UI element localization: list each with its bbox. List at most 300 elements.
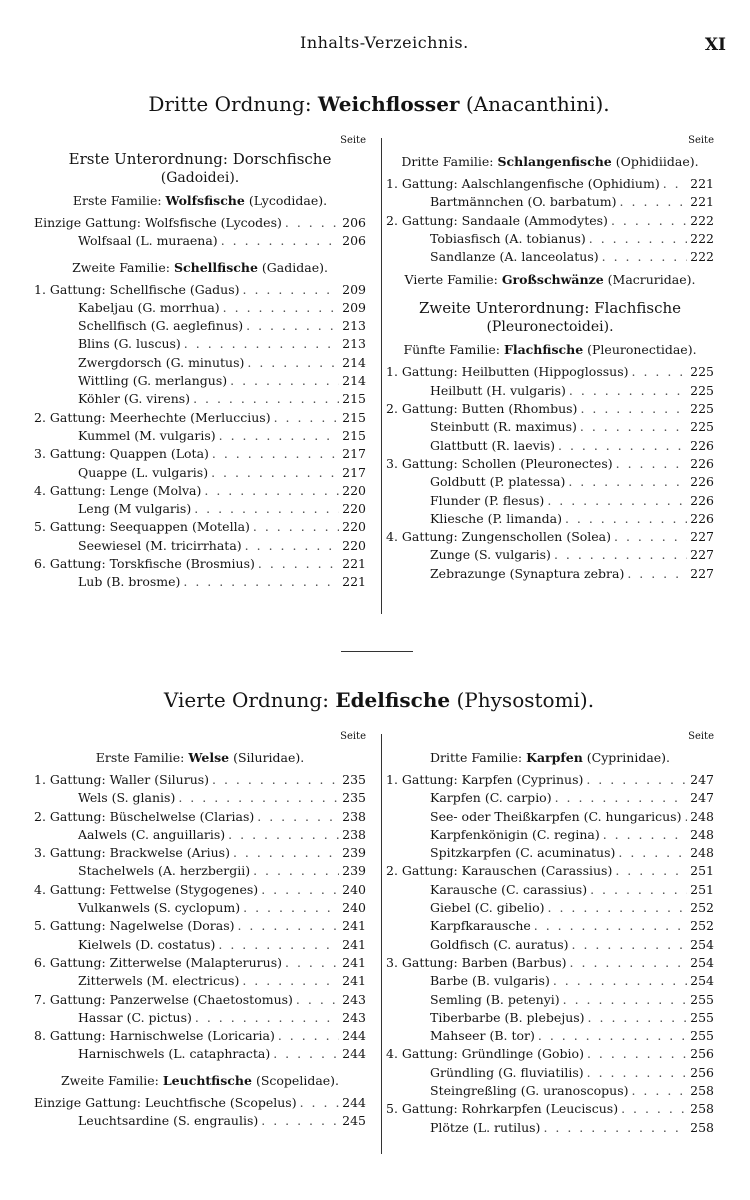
section-divider bbox=[341, 651, 413, 652]
page-ref: 258 bbox=[690, 1083, 714, 1099]
section-title bbox=[34, 88, 724, 120]
page-ref: 241 bbox=[342, 936, 366, 952]
entry-text: Mahseer (B. tor) bbox=[430, 1028, 535, 1044]
page-ref: 220 bbox=[342, 537, 366, 553]
leader-dots bbox=[538, 1027, 687, 1045]
page-ref: 244 bbox=[342, 1028, 366, 1044]
genus-entry bbox=[386, 771, 714, 789]
leader-dots bbox=[587, 1045, 687, 1063]
family-label: Fünfte Familie: bbox=[403, 342, 500, 358]
species-entry bbox=[34, 335, 366, 353]
entry-text: 3. Gattung: Schollen (Pleuronectes) bbox=[386, 455, 613, 471]
page-ref: 239 bbox=[342, 863, 366, 879]
page-ref: 251 bbox=[690, 863, 714, 879]
page-ref: 254 bbox=[690, 973, 714, 989]
family-label: Erste Familie: bbox=[72, 193, 162, 208]
species-entry bbox=[34, 372, 366, 390]
entry-text: Zebrazunge (Synaptura zebra) bbox=[430, 565, 625, 581]
entry-text: Heilbutt (H. vulgaris) bbox=[430, 382, 566, 398]
leader-dots bbox=[184, 335, 339, 353]
genus-entry bbox=[34, 482, 366, 500]
page-ref: 222 bbox=[690, 249, 714, 265]
entry-text: Tobiasfisch (A. tobianus) bbox=[430, 230, 586, 246]
family-label: Zweite Familie: bbox=[60, 1072, 159, 1088]
genus-entry bbox=[34, 555, 366, 573]
entry-text: Quappe (L. vulgaris) bbox=[78, 464, 209, 480]
entry-text: Plötze (L. rutilus) bbox=[430, 1119, 541, 1135]
leader-dots bbox=[221, 232, 339, 250]
leader-dots bbox=[602, 248, 687, 266]
family-heading bbox=[34, 192, 366, 210]
leader-dots bbox=[603, 826, 687, 844]
page-ref: 206 bbox=[342, 215, 366, 230]
header-title: Inhalts-Verzeichnis. bbox=[300, 33, 469, 52]
page-ref: 244 bbox=[342, 1094, 366, 1110]
leader-dots bbox=[285, 214, 339, 232]
entry-text: Kliesche (P. limanda) bbox=[430, 510, 562, 526]
order-latin: (Anacanthini). bbox=[465, 92, 610, 116]
family-name: Karpfen bbox=[526, 750, 583, 765]
entry-text: 4. Gattung: Gründlinge (Gobio) bbox=[386, 1046, 584, 1062]
page-ref: 221 bbox=[342, 574, 366, 590]
leader-dots bbox=[572, 936, 687, 954]
page-ref: 217 bbox=[342, 464, 366, 480]
family-name: Welse bbox=[188, 750, 230, 765]
entry-text: Glattbutt (R. laevis) bbox=[430, 437, 555, 453]
species-entry bbox=[34, 789, 366, 807]
page-ref: 221 bbox=[690, 194, 714, 210]
entry-text: 6. Gattung: Zitterwelse (Malapterurus) bbox=[34, 954, 282, 970]
entry-text: 4. Gattung: Fettwelse (Stygogenes) bbox=[34, 881, 259, 897]
section-title bbox=[34, 684, 724, 716]
entry-text: Wittling (G. merlangus) bbox=[78, 373, 228, 389]
entry-text: Blins (G. luscus) bbox=[78, 336, 181, 352]
family-label: Dritte Familie: bbox=[429, 750, 523, 765]
page-ref: 227 bbox=[690, 547, 714, 563]
page-ref: 248 bbox=[690, 826, 714, 842]
species-entry bbox=[386, 917, 714, 935]
entry-text: Zitterwels (M. electricus) bbox=[78, 973, 240, 989]
genus-entry bbox=[386, 862, 714, 880]
page-ref: 240 bbox=[342, 900, 366, 916]
entry-text: Zunge (S. vulgaris) bbox=[430, 547, 551, 563]
entry-text: 1. Gattung: Schellfische (Gadus) bbox=[34, 281, 240, 297]
species-entry bbox=[386, 382, 714, 400]
genus-entry bbox=[34, 409, 366, 427]
family-block bbox=[34, 1072, 366, 1131]
family-label: Zweite Familie: bbox=[72, 259, 170, 275]
page-ref: 206 bbox=[342, 233, 366, 249]
page-ref: 213 bbox=[342, 336, 366, 352]
family-latin: (Cyprinidae). bbox=[586, 750, 671, 765]
entry-text: Leuchtsardine (S. engraulis) bbox=[78, 1113, 259, 1129]
page-ref: 238 bbox=[342, 826, 366, 842]
leader-dots bbox=[183, 573, 339, 591]
entry-text: 5. Gattung: Rohrkarpfen (Leuciscus) bbox=[386, 1101, 619, 1117]
suborder-latin: (Pleuronectoidei). bbox=[486, 319, 614, 336]
leader-dots bbox=[300, 1094, 339, 1112]
leader-dots bbox=[620, 193, 687, 211]
entry-text: 4. Gattung: Zungenschollen (Solea) bbox=[386, 529, 612, 545]
species-entry bbox=[386, 1027, 714, 1045]
leader-dots bbox=[615, 862, 687, 880]
seite-label: Seite bbox=[688, 731, 714, 742]
family-name: Großschwänze bbox=[501, 272, 604, 288]
page-ref: 221 bbox=[342, 556, 366, 572]
seite-label: Seite bbox=[688, 135, 714, 146]
leader-dots bbox=[243, 899, 339, 917]
species-entry bbox=[386, 844, 714, 862]
leader-dots bbox=[228, 826, 339, 844]
species-entry bbox=[386, 789, 714, 807]
entry-text: Giebel (C. gibelio) bbox=[430, 900, 545, 916]
family-block bbox=[34, 192, 366, 251]
page-ref: 240 bbox=[342, 881, 366, 897]
leader-dots bbox=[218, 936, 339, 954]
leader-dots bbox=[278, 1027, 339, 1045]
entry-text: Vulkanwels (S. cyclopum) bbox=[78, 900, 241, 916]
page-number: XI bbox=[704, 35, 726, 55]
species-entry bbox=[34, 390, 366, 408]
leader-dots bbox=[193, 390, 339, 408]
family-heading bbox=[386, 341, 714, 359]
entry-text: Barbe (B. vulgaris) bbox=[430, 973, 550, 989]
species-entry bbox=[386, 1009, 714, 1027]
page-ref: 243 bbox=[342, 1009, 366, 1025]
family-name: Flachfische bbox=[503, 342, 584, 358]
order-latin: (Physostomi). bbox=[456, 688, 595, 712]
right-column bbox=[374, 134, 714, 592]
entry-text: Karpfkarausche bbox=[430, 918, 531, 934]
entry-text: Semling (B. petenyi) bbox=[430, 991, 560, 1007]
genus-entry bbox=[386, 528, 714, 546]
leader-dots bbox=[590, 881, 687, 899]
entry-text: 2. Gattung: Butten (Rhombus) bbox=[386, 401, 578, 417]
page-ref: 247 bbox=[690, 772, 714, 787]
family-name: Leuchtfische bbox=[162, 1072, 252, 1088]
species-entry bbox=[34, 232, 366, 250]
page-ref: 256 bbox=[690, 1046, 714, 1062]
leader-dots bbox=[219, 427, 339, 445]
species-entry bbox=[34, 1112, 366, 1130]
page-ref: 255 bbox=[690, 1028, 714, 1044]
genus-entry bbox=[34, 991, 366, 1009]
family-latin: (Gadidae). bbox=[261, 259, 328, 275]
genus-entry bbox=[386, 400, 714, 418]
page-ref: 215 bbox=[342, 427, 366, 443]
entry-text: Kielwels (D. costatus) bbox=[78, 936, 216, 952]
page-ref: 239 bbox=[342, 845, 366, 861]
entry-text: Karausche (C. carassius) bbox=[430, 881, 588, 897]
page-ref: 215 bbox=[342, 391, 366, 407]
leader-dots bbox=[178, 789, 339, 807]
species-entry bbox=[386, 991, 714, 1009]
species-entry bbox=[34, 299, 366, 317]
species-entry bbox=[386, 248, 714, 266]
family-heading bbox=[386, 749, 714, 767]
leader-dots bbox=[587, 1064, 687, 1082]
leader-dots bbox=[555, 789, 687, 807]
entry-text: 8. Gattung: Harnischwelse (Loricaria) bbox=[34, 1028, 275, 1044]
species-entry bbox=[34, 317, 366, 335]
leader-dots bbox=[274, 409, 339, 427]
order-label: Vierte Ordnung: bbox=[163, 688, 329, 712]
left-column bbox=[34, 730, 374, 1137]
leader-dots bbox=[257, 808, 339, 826]
entry-text: Harnischwels (L. cataphracta) bbox=[78, 1046, 271, 1062]
species-entry bbox=[386, 808, 714, 826]
page-ref: 227 bbox=[690, 529, 714, 545]
leader-dots bbox=[621, 1100, 687, 1118]
genus-entry bbox=[34, 881, 366, 899]
entry-text: 5. Gattung: Seequappen (Motella) bbox=[34, 519, 250, 535]
species-entry bbox=[386, 546, 714, 564]
genus-entry bbox=[34, 445, 366, 463]
family-heading bbox=[386, 271, 714, 289]
leader-dots bbox=[273, 1045, 339, 1063]
leader-dots bbox=[243, 281, 339, 299]
seite-label: Seite bbox=[340, 135, 366, 146]
leader-dots bbox=[589, 230, 687, 248]
entry-text: 1. Gattung: Aalschlangenfische (Ophidium) bbox=[386, 176, 660, 191]
genus-entry bbox=[386, 212, 714, 230]
leader-dots bbox=[631, 1082, 687, 1100]
entry-text: Wels (S. glanis) bbox=[78, 790, 176, 806]
page-ref: 248 bbox=[690, 845, 714, 861]
entry-text: Einzige Gattung: Leuchtfische (Scopelus) bbox=[34, 1094, 297, 1110]
family-latin: (Pleuronectidae). bbox=[587, 342, 697, 358]
page-ref: 226 bbox=[690, 510, 714, 526]
species-entry bbox=[34, 464, 366, 482]
species-entry bbox=[34, 537, 366, 555]
leader-dots bbox=[565, 510, 687, 528]
species-entry bbox=[386, 510, 714, 528]
family-name: Schlangenfische bbox=[497, 154, 612, 169]
page-ref: 220 bbox=[342, 519, 366, 535]
leader-dots bbox=[246, 317, 339, 335]
family-latin: (Macruridae). bbox=[607, 272, 696, 288]
section-dritte-ordnung bbox=[34, 88, 724, 592]
leader-dots bbox=[570, 954, 687, 972]
leader-dots bbox=[194, 500, 339, 518]
order-name: Weichflosser bbox=[317, 92, 460, 116]
entry-text: 4. Gattung: Lenge (Molva) bbox=[34, 482, 202, 498]
leader-dots bbox=[547, 492, 687, 510]
leader-dots bbox=[618, 844, 687, 862]
page-ref: 222 bbox=[690, 230, 714, 246]
species-entry bbox=[386, 826, 714, 844]
species-entry bbox=[34, 500, 366, 518]
species-entry bbox=[386, 1064, 714, 1082]
entry-text: 7. Gattung: Panzerwelse (Chaetostomus) bbox=[34, 991, 293, 1007]
family-latin: (Siluridae). bbox=[233, 750, 305, 765]
page-ref: 220 bbox=[342, 482, 366, 498]
species-entry bbox=[386, 230, 714, 248]
page-ref: 241 bbox=[342, 954, 366, 970]
leader-dots bbox=[253, 862, 339, 880]
page-ref: 238 bbox=[342, 808, 366, 824]
species-entry bbox=[34, 1009, 366, 1027]
page-ref: 220 bbox=[342, 501, 366, 517]
species-entry bbox=[386, 881, 714, 899]
entry-text: Flunder (P. flesus) bbox=[430, 492, 545, 508]
leader-dots bbox=[211, 464, 339, 482]
page-ref: 209 bbox=[342, 299, 366, 315]
leader-dots bbox=[212, 445, 339, 463]
leader-dots bbox=[588, 1009, 687, 1027]
species-entry bbox=[34, 1045, 366, 1063]
page-ref: 241 bbox=[342, 973, 366, 989]
page-ref: 227 bbox=[690, 565, 714, 581]
two-column-list bbox=[34, 730, 724, 1137]
leader-dots bbox=[204, 482, 339, 500]
genus-entry bbox=[386, 455, 714, 473]
leader-dots bbox=[632, 363, 688, 381]
family-label: Erste Familie: bbox=[95, 750, 185, 765]
leader-dots bbox=[233, 844, 339, 862]
entry-text: Goldfisch (C. auratus) bbox=[430, 936, 569, 952]
species-entry bbox=[386, 1082, 714, 1100]
entry-text: Lub (B. brosme) bbox=[78, 574, 181, 590]
page-ref: 247 bbox=[690, 790, 714, 806]
family-label: Vierte Familie: bbox=[404, 272, 498, 288]
family-heading bbox=[34, 749, 366, 767]
leader-dots bbox=[212, 771, 339, 789]
species-entry bbox=[34, 354, 366, 372]
family-name: Schellfische bbox=[173, 259, 258, 275]
family-latin: (Ophidiidae). bbox=[615, 154, 699, 169]
entry-text: Einzige Gattung: Wolfsfische (Lycodes) bbox=[34, 215, 282, 230]
entry-text: Zwergdorsch (G. minutus) bbox=[78, 354, 245, 370]
entry-text: 1. Gattung: Waller (Silurus) bbox=[34, 772, 210, 787]
page-ref: 255 bbox=[690, 1009, 714, 1025]
species-entry bbox=[386, 492, 714, 510]
species-entry bbox=[34, 899, 366, 917]
family-label: Dritte Familie: bbox=[401, 154, 494, 169]
leader-dots bbox=[237, 917, 339, 935]
page-ref: 244 bbox=[342, 1046, 366, 1062]
leader-dots bbox=[627, 565, 687, 583]
seite-label: Seite bbox=[340, 731, 366, 742]
leader-dots bbox=[543, 1119, 687, 1137]
entry-text: See- oder Theißkarpfen (C. hungaricus) bbox=[430, 808, 682, 824]
page-ref: 241 bbox=[342, 918, 366, 934]
leader-dots bbox=[534, 917, 687, 935]
leader-dots bbox=[242, 972, 339, 990]
species-entry bbox=[34, 972, 366, 990]
leader-dots bbox=[569, 382, 687, 400]
order-label: Dritte Ordnung: bbox=[148, 92, 312, 116]
suborder-latin: (Gadoidei). bbox=[160, 170, 240, 186]
genus-entry bbox=[386, 1100, 714, 1118]
species-entry bbox=[386, 899, 714, 917]
entry-text: Spitzkarpfen (C. acuminatus) bbox=[430, 845, 616, 861]
page-ref: 225 bbox=[690, 419, 714, 435]
genus-entry bbox=[34, 808, 366, 826]
entry-text: Aalwels (C. anguillaris) bbox=[78, 826, 226, 842]
entry-text: Kummel (M. vulgaris) bbox=[78, 427, 216, 443]
family-latin: (Scopelidae). bbox=[255, 1072, 340, 1088]
entry-text: 3. Gattung: Brackwelse (Arius) bbox=[34, 845, 230, 861]
entry-text: Köhler (G. virens) bbox=[78, 391, 191, 407]
page-ref: 235 bbox=[342, 772, 366, 787]
family-heading bbox=[34, 259, 366, 277]
page-ref: 254 bbox=[690, 936, 714, 952]
genus-entry bbox=[386, 954, 714, 972]
leader-dots bbox=[568, 473, 687, 491]
species-entry bbox=[34, 427, 366, 445]
family-block bbox=[386, 749, 714, 1137]
section-vierte-ordnung bbox=[34, 684, 724, 1137]
page-ref: 258 bbox=[690, 1101, 714, 1117]
entry-text: 5. Gattung: Nagelwelse (Doras) bbox=[34, 918, 235, 934]
page-ref: 248 bbox=[690, 808, 714, 824]
species-entry bbox=[386, 193, 714, 211]
right-column bbox=[374, 730, 714, 1137]
family-heading bbox=[34, 1072, 366, 1090]
entry-text: Leng (M vulgaris) bbox=[78, 501, 192, 517]
genus-entry bbox=[34, 1027, 366, 1045]
species-entry bbox=[34, 573, 366, 591]
entry-text: Hassar (C. pictus) bbox=[78, 1009, 192, 1025]
entry-text: 2. Gattung: Sandaale (Ammodytes) bbox=[386, 212, 608, 228]
entry-text: Gründling (G. fluviatilis) bbox=[430, 1064, 584, 1080]
leader-dots bbox=[616, 455, 687, 473]
page-ref: 214 bbox=[342, 373, 366, 389]
entry-text: Stachelwels (A. herzbergii) bbox=[78, 863, 251, 879]
leader-dots bbox=[223, 299, 339, 317]
species-entry bbox=[386, 936, 714, 954]
entry-text: 3. Gattung: Quappen (Lota) bbox=[34, 446, 209, 462]
entry-text: 2. Gattung: Meerhechte (Merluccius) bbox=[34, 409, 271, 425]
leader-dots bbox=[611, 212, 687, 230]
species-entry bbox=[386, 1119, 714, 1137]
leader-dots bbox=[580, 418, 687, 436]
leader-dots bbox=[245, 537, 339, 555]
leader-dots bbox=[614, 528, 687, 546]
leader-dots bbox=[586, 771, 687, 789]
family-block bbox=[34, 749, 366, 1064]
page-ref: 252 bbox=[690, 918, 714, 934]
order-name: Edelfische bbox=[335, 688, 451, 712]
entry-text: Steinbutt (R. maximus) bbox=[430, 419, 577, 435]
leader-dots bbox=[684, 808, 687, 826]
entry-text: Bartmännchen (O. barbatum) bbox=[430, 194, 617, 210]
genus-entry bbox=[34, 844, 366, 862]
suborder-title: Zweite Unterordnung: Flachfische bbox=[418, 299, 682, 318]
leader-dots bbox=[553, 972, 687, 990]
species-entry bbox=[386, 565, 714, 583]
family-heading bbox=[386, 153, 714, 171]
leader-dots bbox=[261, 881, 339, 899]
page-ref: 222 bbox=[690, 212, 714, 228]
leader-dots bbox=[258, 555, 339, 573]
page-ref: 209 bbox=[342, 281, 366, 297]
entry-text: Goldbutt (P. platessa) bbox=[430, 474, 566, 490]
column-divider bbox=[381, 138, 382, 614]
leader-dots bbox=[554, 546, 687, 564]
entry-text: Sandlanze (A. lanceolatus) bbox=[430, 249, 599, 265]
family-name: Wolfsfische bbox=[165, 193, 245, 208]
leader-dots bbox=[253, 518, 339, 536]
suborder-title: Erste Unterordnung: Dorschfische bbox=[68, 150, 332, 168]
species-entry bbox=[386, 473, 714, 491]
two-column-list bbox=[34, 134, 724, 592]
page-ref: 226 bbox=[690, 437, 714, 453]
entry-text: Karpfen (C. carpio) bbox=[430, 790, 552, 806]
genus-entry bbox=[386, 175, 714, 193]
column-divider bbox=[381, 734, 382, 1154]
